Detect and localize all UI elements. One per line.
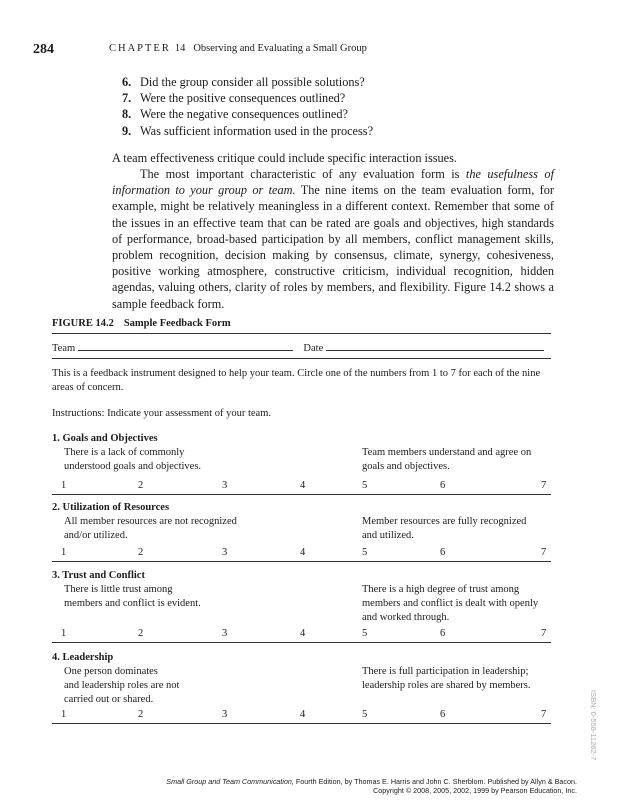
- scale-7[interactable]: 7: [541, 709, 547, 720]
- scale-line: [52, 723, 551, 724]
- high-anchor-text: There is full participation in leadership; leadership roles are shared by members.: [362, 666, 531, 691]
- scale-4[interactable]: 4: [300, 709, 306, 720]
- scale-2[interactable]: 2: [138, 480, 144, 491]
- chapter-title: Observing and Evaluating a Small Group: [193, 43, 367, 54]
- low-anchor-text: There is a lack of commonly understood goals and objectives.: [64, 447, 202, 472]
- scale-line: [52, 561, 551, 562]
- footer-credit: Fourth Edition, by Thomas E. Harris and John C. Sherblom. Published by Allyn & Bacon.: [293, 777, 577, 786]
- section-title: 2. Utilization of Resources: [52, 502, 170, 513]
- footer-copyright: Copyright © 2008, 2005, 2002, 1999 by Pearson Education, Inc.: [373, 786, 577, 795]
- scale-3[interactable]: 3: [222, 547, 228, 558]
- scale-1[interactable]: 1: [61, 628, 67, 639]
- body-paragraph-1: A team effectiveness critique could include specific interaction issues.: [112, 151, 457, 165]
- chapter-number: 14: [174, 43, 186, 54]
- question-list: [122, 74, 373, 139]
- rating-scale: [52, 547, 551, 563]
- scale-3[interactable]: 3: [222, 480, 228, 491]
- scale-5[interactable]: 5: [362, 547, 368, 558]
- figure-rule: [52, 358, 551, 359]
- isbn-sidebar: ISBN: 0-558-11262-7: [589, 690, 598, 761]
- form-intro: This is a feedback instrument designed to help your team. Circle one of the numbers from 1 to 7 for each of the nine areas of concern.: [52, 368, 541, 393]
- section-title: 1. Goals and Objectives: [52, 433, 158, 444]
- section-title: 3. Trust and Conflict: [52, 570, 145, 581]
- scale-7[interactable]: 7: [541, 628, 547, 639]
- scale-6[interactable]: 6: [440, 628, 446, 639]
- scale-1[interactable]: 1: [61, 480, 67, 491]
- scale-2[interactable]: 2: [138, 709, 144, 720]
- body-paragraph-2: The most important characteristic of any evaluation form is the usefulness of information to your group or team. The nine items on the team evaluation form, for example, might be relatively meaningless in a different context. Remember that some of the issues in an effective team that can be rated are goals and objectives, high standards of performance, broad-based participation by all members, conflict management skills, problem recognition, decision making by consensus, climate, synergy, cohesiveness, positive working atmosphere, constructive criticism, individual recognition, hidden agendas, valuing others, clarity of roles by members, and flexibility. Figure 14.2 shows a sample feedback form.: [112, 167, 554, 311]
- date-blank[interactable]: [326, 340, 544, 351]
- high-anchor-text: There is a high degree of trust among members and conflict is dealt with openly and worked through.: [362, 584, 539, 623]
- scale-2[interactable]: 2: [138, 628, 144, 639]
- footer-book-title: Small Group and Team Communication,: [166, 777, 294, 786]
- scale-7[interactable]: 7: [541, 547, 547, 558]
- form-instructions: Instructions: Indicate your assessment of your team.: [52, 408, 271, 419]
- scale-2[interactable]: 2: [138, 547, 144, 558]
- scale-4[interactable]: 4: [300, 480, 306, 491]
- low-anchor-text: There is little trust among members and conflict is evident.: [64, 584, 201, 609]
- scale-7[interactable]: 7: [541, 480, 547, 491]
- rating-scale: [52, 628, 551, 644]
- scale-5[interactable]: 5: [362, 628, 368, 639]
- rating-scale: [52, 709, 551, 725]
- list-item: 6. Did the group consider all possible solutions?: [122, 75, 365, 89]
- rating-scale: [52, 480, 551, 496]
- page-number: 284: [33, 42, 54, 57]
- scale-5[interactable]: 5: [362, 480, 368, 491]
- figure-number: FIGURE 14.2: [52, 318, 114, 329]
- page-footer: [166, 777, 577, 795]
- section-title: 4. Leadership: [52, 652, 114, 663]
- team-label: Team: [52, 343, 76, 354]
- high-anchor-text: Member resources are fully recognized and utilized.: [362, 516, 527, 541]
- scale-6[interactable]: 6: [440, 480, 446, 491]
- scale-5[interactable]: 5: [362, 709, 368, 720]
- scale-3[interactable]: 3: [222, 709, 228, 720]
- team-blank[interactable]: [78, 340, 293, 351]
- list-item: 7. Were the positive consequences outlined?: [122, 91, 346, 106]
- figure-caption: [52, 318, 231, 329]
- chapter-label: CHAPTER: [109, 43, 171, 54]
- scale-1[interactable]: 1: [61, 547, 67, 558]
- scale-3[interactable]: 3: [222, 628, 228, 639]
- running-header: [109, 43, 367, 54]
- scale-6[interactable]: 6: [440, 547, 446, 558]
- low-anchor-text: One person dominates and leadership roles are not carried out or shared.: [64, 666, 180, 705]
- scale-6[interactable]: 6: [440, 709, 446, 720]
- figure-title: Sample Feedback Form: [123, 318, 231, 329]
- scale-line: [52, 494, 551, 495]
- scale-line: [52, 642, 551, 643]
- emphasis-text: the usefulness of information to your group or team.: [112, 167, 554, 198]
- scale-1[interactable]: 1: [61, 709, 67, 720]
- date-label: Date: [303, 343, 324, 354]
- low-anchor-text: All member resources are not recognized and/or utilized.: [64, 516, 237, 541]
- high-anchor-text: Team members understand and agree on goals and objectives.: [362, 447, 532, 472]
- figure-top-rule: [52, 333, 551, 334]
- team-date-row: [52, 340, 551, 356]
- list-item: 8. Were the negative consequences outlined?: [122, 107, 348, 122]
- scale-4[interactable]: 4: [300, 628, 306, 639]
- list-item: 9. Was sufficient information used in the process?: [122, 123, 374, 138]
- scale-4[interactable]: 4: [300, 547, 306, 558]
